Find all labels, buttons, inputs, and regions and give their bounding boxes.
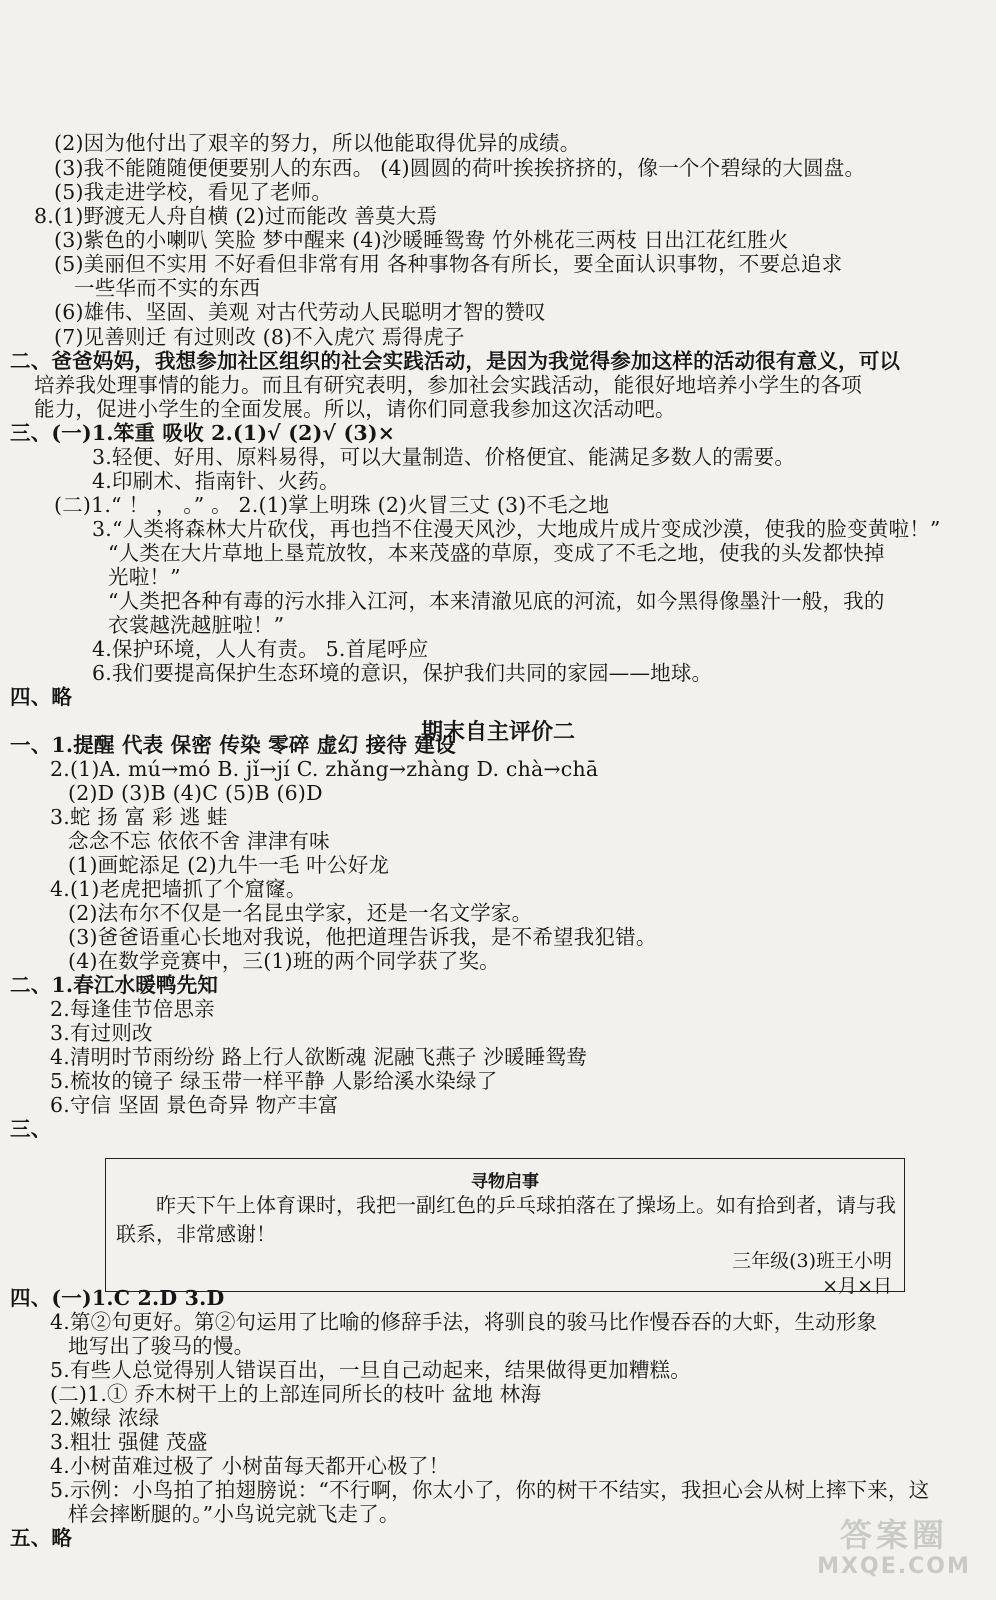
answer-line: 一、1.提醒 代表 保密 传染 零碎 虚幻 接待 建设 [10,733,456,757]
answer-line: 3.有过则改 [50,1021,153,1045]
answer-line: 4.印刷术、指南针、火药。 [92,469,340,493]
answer-line: 光啦！” [108,565,181,589]
answer-line: (3)我不能随随便便要别人的东西。 (4)圆圆的荷叶挨挨挤挤的，像一个个碧绿的大圆盘。 [54,156,866,180]
answer-line: “人类在大片草地上垦荒放牧，本来茂盛的草原，变成了不毛之地，使我的头发都快掉 [108,541,885,565]
answer-line: 4.(1)老虎把墙抓了个窟窿。 [50,877,307,901]
notice-body: 昨天下午上体育课时，我把一副红色的乒乓球拍落在了操场上。如有拾到者，请与我联系，非常感谢！ [116,1193,896,1246]
answer-line: 4.第②句更好。第②句运用了比喻的修辞手法，将驯良的骏马比作慢吞吞的大虾，生动形象 [50,1310,878,1334]
watermark-logo [804,1516,984,1586]
watermark-text-top: 答案圈 [839,1516,948,1554]
answer-line: (2)D (3)B (4)C (5)B (6)D [68,781,323,805]
watermark-text-bottom: MXQE.COM [817,1554,971,1579]
answer-line: 四、(一)1.C 2.D 3.D [10,1286,225,1310]
answer-line: 6.我们要提高保护生态环境的意识，保护我们共同的家园——地球。 [92,661,713,685]
answer-line: 二、爸爸妈妈，我想参加社区组织的社会实践活动，是因为我觉得参加这样的活动很有意义，可以 [10,349,901,373]
answer-line: 5.有些人总觉得别人错误百出，一旦自己动起来，结果做得更加糟糕。 [50,1358,691,1382]
answer-line: 念念不忘 依依不舍 津津有味 [68,829,330,853]
answer-line: 一些华而不实的东西 [74,276,261,300]
answer-line: (3)爸爸语重心长地对我说，他把道理告诉我，是不希望我犯错。 [68,925,657,949]
answer-line: 3.轻便、好用、原料易得，可以大量制造、价格便宜、能满足多数人的需要。 [92,445,796,469]
answer-line: (4)在数学竞赛中，三(1)班的两个同学获了奖。 [68,949,500,973]
answer-line: 三、 [10,1117,52,1141]
answer-line: (7)见善则迁 有过则改 (8)不入虎穴 焉得虎子 [54,325,465,349]
answer-line: 2.(1)A. mú→mó B. jǐ→jí C. zhǎng→zhàng D. chà→chā [50,757,599,781]
answer-line: “人类把各种有毒的污水排入江河，本来清澈见底的河流，如今黑得像墨汁一般，我的 [108,589,885,613]
answer-line: 二、1.春江水暖鸭先知 [10,973,219,997]
notice-date: ×月×日 [822,1275,892,1297]
answer-line: (2)因为他付出了艰辛的努力，所以他能取得优异的成绩。 [54,131,581,155]
answer-line: 4.清明时节雨纷纷 路上行人欲断魂 泥融飞燕子 沙暖睡鸳鸯 [50,1045,587,1069]
notice-signature: 三年级(3)班王小明 [732,1250,892,1272]
answer-line: (1)画蛇添足 (2)九牛一毛 叶公好龙 [68,853,390,877]
answer-line: (二)1.“ ！ ， 。” 。 2.(1)掌上明珠 (2)火冒三丈 (3)不毛之地 [54,493,610,517]
answer-line: (6)雄伟、坚固、美观 对古代劳动人民聪明才智的赞叹 [54,300,546,324]
answer-line: (3)紫色的小喇叭 笑脸 梦中醒来 (4)沙暖睡鸳鸯 竹外桃花三两枝 日出江花红胜火 [54,228,789,252]
section-title: 期末自主评价二 [420,720,575,745]
answer-line: (5)美丽但不实用 不好看但非常有用 各种事物各有所长，要全面认识事物，不要总追求 [54,252,843,276]
answer-line: 样会摔断腿的。”小鸟说完就飞走了。 [68,1502,400,1526]
answer-line: 4.保护环境，人人有责。 5.首尾呼应 [92,637,429,661]
notice-title: 寻物启事 [471,1172,539,1192]
answer-line: 2.每逢佳节倍思亲 [50,997,215,1021]
answer-line: 衣裳越洗越脏啦！” [108,613,285,637]
answer-line: 8.(1)野渡无人舟自横 (2)过而能改 善莫大焉 [34,204,438,228]
answer-line: (5)我走进学校，看见了老师。 [54,180,333,204]
answer-line: 4.小树苗难过极了 小树苗每天都开心极了！ [50,1454,450,1478]
answer-line: 三、(一)1.笨重 吸收 2.(1)√ (2)√ (3)× [10,421,396,445]
answer-line: 6.守信 坚固 景色奇异 物产丰富 [50,1093,339,1117]
answer-line: 2.嫩绿 浓绿 [50,1406,160,1430]
answer-line: 5.梳妆的镜子 绿玉带一样平静 人影给溪水染绿了 [50,1069,498,1093]
answer-line: (2)法布尔不仅是一名昆虫学家，还是一名文学家。 [68,901,533,925]
lost-item-notice-box [105,1158,905,1297]
answer-line: 3.粗壮 强健 茂盛 [50,1430,208,1454]
answer-line: 地写出了骏马的慢。 [68,1334,255,1358]
answer-line: 五、略 [10,1526,73,1550]
answer-line: 3.蛇 扬 富 彩 逃 蛙 [50,805,228,829]
answer-line: 四、略 [10,685,73,709]
answer-line: 5.示例：小鸟拍了拍翅膀说：“不行啊，你太小了，你的树干不结实，我担心会从树上摔下来，这 [50,1478,930,1502]
answer-line: 能力，促进小学生的全面发展。所以，请你们同意我参加这次活动吧。 [34,397,676,421]
answer-line: 培养我处理事情的能力。而且有研究表明，参加社会实践活动，能很好地培养小学生的各项 [34,373,862,397]
answer-line: 3.“人类将森林大片砍伐，再也挡不住漫天风沙，大地成片成片变成沙漠，使我的脸变黄啦！” [92,517,941,541]
answer-line: (二)1.① 乔木树干上的上部连同所长的枝叶 盆地 林海 [50,1382,542,1406]
